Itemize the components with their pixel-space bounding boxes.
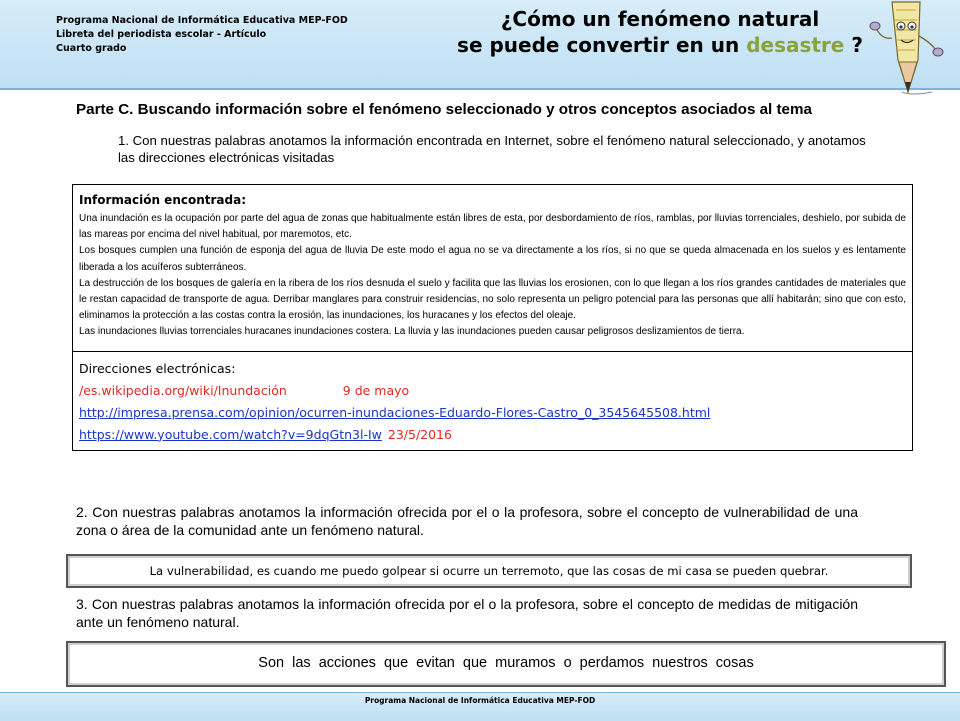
title-line-2	[420, 32, 900, 58]
footer-text: Programa Nacional de Informática Educativa MEP-FOD	[364, 696, 596, 705]
pencil-character-icon	[862, 0, 952, 100]
info-heading-colon: :	[241, 193, 247, 207]
link-prensa[interactable]: http://impresa.prensa.com/opinion/ocurren-inundaciones-Eduardo-Flores-Castro_0_3545645508.html	[79, 404, 711, 420]
footer-banner	[0, 692, 960, 721]
link-3-date: 23/5/2016	[387, 426, 452, 442]
research-box	[72, 184, 913, 451]
info-paragraph-2: Los bosques cumplen una función de esponja del agua de lluvia De este modo el agua no se va directamente a los ríos, si no que se queda almacenada en los suelos y es lentamente liberada a los acuíferos subterráneos.	[79, 245, 906, 273]
program-info	[56, 14, 348, 56]
link-wikipedia[interactable]: /es.wikipedia.org/wiki/Inundación	[79, 382, 287, 398]
section-title: Parte C. Buscando información sobre el fenómeno seleccionado y otros conceptos asociados al tema	[76, 101, 812, 118]
info-paragraph-4: Las inundaciones lluvias torrenciales huracanes inundaciones costera. La lluvia y las inundaciones pueden causar peligrosos deslizamientos de tierra.	[79, 326, 745, 338]
info-paragraph-3: La destrucción de los bosques de galería en la ribera de los ríos desnuda el suelo y facilita que las lluvias los erosionen, con lo que llegan a los ríos grandes cantidades de materiales que le restan capacidad de transporte de agua. Derribar manglares para construir residencias, no solo representa un peligro potencial para las personas que allí habitarán; sino que con esto, eliminamos la protección a las costas contra la erosión, las inundaciones, los huracanes y los efectos del oleaje.	[79, 277, 906, 322]
notebook-name: Libreta del periodista escolar - Artículo	[56, 29, 267, 40]
title-accent-word: desastre	[746, 33, 845, 57]
page-title	[420, 6, 900, 58]
answer-2-text: La vulnerabilidad, es cuando me puedo golpear si ocurre un terremoto, que las cosas de mi casa se pueden quebrar.	[149, 564, 829, 578]
web-addresses-section	[73, 352, 912, 450]
link-row-3	[79, 424, 906, 446]
info-heading	[79, 193, 906, 207]
title-line-1: ¿Cómo un fenómeno natural	[500, 7, 820, 31]
question-2: 2. Con nuestras palabras anotamos la información ofrecida por el o la profesora, sobre el concepto de vulnerabilidad de una zona o área de la comunidad ante un fenómeno natural.	[76, 504, 858, 538]
info-heading-text: Información encontrada	[79, 193, 242, 207]
answer-box-mitigation	[66, 641, 946, 687]
program-name: Programa Nacional de Informática Educativa MEP-FOD	[56, 15, 348, 26]
info-found-section	[73, 185, 912, 352]
title-line-2-end: ?	[844, 33, 863, 57]
links-heading: Direcciones electrónicas:	[79, 360, 236, 376]
link-youtube[interactable]: https://www.youtube.com/watch?v=9dqGtn3l-Iw	[79, 426, 382, 442]
link-1-date: 9 de mayo	[342, 382, 410, 398]
link-row-2	[79, 402, 906, 424]
grade-level: Cuarto grado	[56, 43, 127, 54]
header-banner	[0, 0, 960, 90]
link-row-1	[79, 380, 906, 402]
info-paragraph-1: Una inundación es la ocupación por parte del agua de zonas que habitualmente están libres de esta, por desbordamiento de ríos, ramblas, por lluvias torrenciales, deshielo, por subida de las mareas por encima del nivel habitual, por maremotos, etc.	[79, 213, 906, 241]
question-3: 3. Con nuestras palabras anotamos la información ofrecida por el o la profesora, sobre el concepto de medidas de mitigación ante un fenómeno natural.	[76, 596, 858, 630]
answer-3-text: Son las acciones que evitan que muramos o perdamos nuestros cosas	[258, 655, 754, 671]
title-line-2-start: se puede convertir en un	[457, 33, 747, 57]
question-1: 1. Con nuestras palabras anotamos la información encontrada en Internet, sobre el fenómeno natural seleccionado, y anotamos las direcciones electrónicas visitadas	[118, 133, 866, 165]
answer-box-vulnerability	[66, 554, 912, 588]
